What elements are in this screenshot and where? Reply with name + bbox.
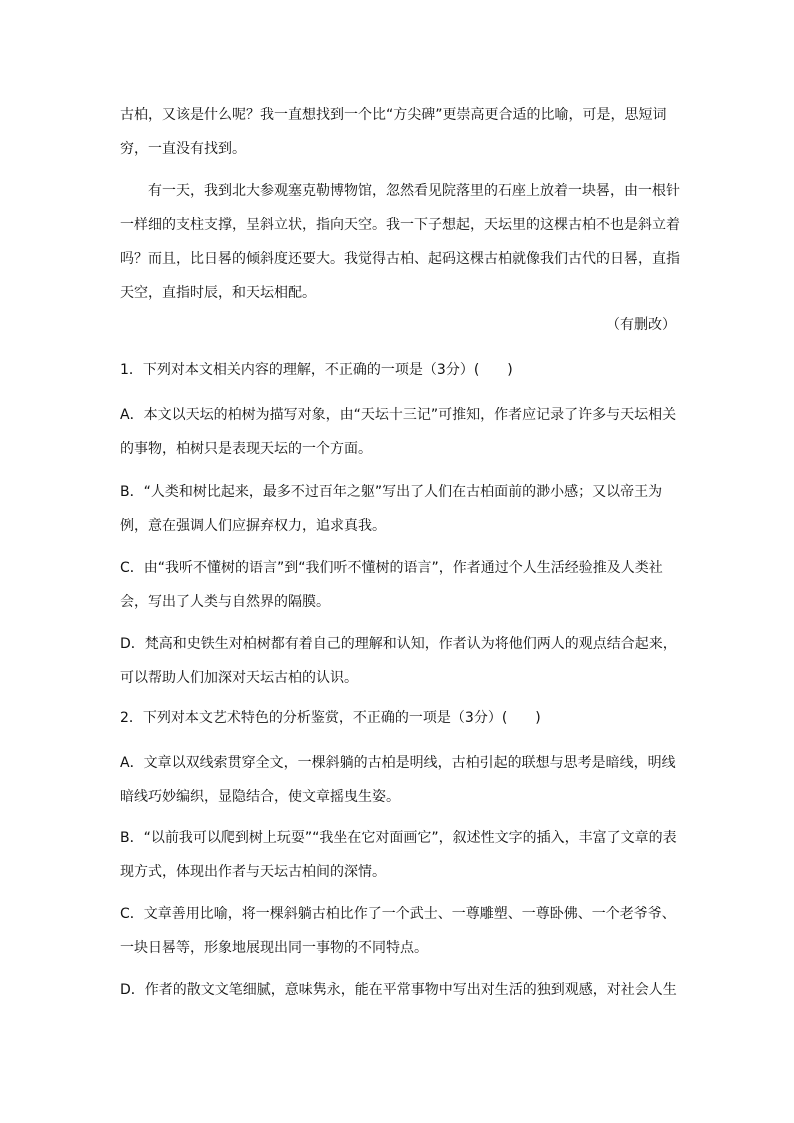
edit-note: （有删改）: [606, 317, 676, 333]
question-1-option-c: C．由“我听不懂树的语言”到“我们听不懂树的语言”，作者通过个人生活经验推及人类社会，写出了人类与自然界的隔膜。: [120, 560, 663, 610]
question-1-option-d: D．梵高和史铁生对柏树都有着自己的理解和认知，作者认为将他们两人的观点结合起来，可以帮助人们加深对天坛古柏的认识。: [120, 636, 677, 686]
question-2-stem: 2．下列对本文艺术特色的分析鉴赏，不正确的一项是（3分）( ): [120, 710, 541, 726]
question-2-option-b: B．“以前我可以爬到树上玩耍”“我坐在它对面画它”，叙述性文字的插入，丰富了文章的表现方式，体现出作者与天坛古柏间的深情。: [120, 830, 677, 880]
question-1-option-a: A．本文以天坛的柏树为描写对象，由“天坛十三记”可推知，作者应记录了许多与天坛相关的事物，柏树只是表现天坛的一个方面。: [120, 407, 677, 457]
question-2-option-c: C．文章善用比喻，将一棵斜躺古柏比作了一个武士、一尊雕塑、一尊卧佛、一个老爷爷、一块日晷等，形象地展现出同一事物的不同特点。: [120, 906, 676, 956]
passage-paragraph-2: 有一天，我到北大参观塞克勒博物馆，忽然看见院落里的石座上放着一块晷，由一根针一样细的支柱支撑，呈斜立状，指向天空。我一下子想起，天坛里的这棵古柏不也是斜立着吗？而且，比日晷的倾斜度还要大。我觉得古柏、起码这棵古柏就像我们古代的日晷，直指天空，直指时辰，和天坛相配。: [120, 183, 680, 301]
question-2-option-a: A．文章以双线索贯穿全文，一棵斜躺的古柏是明线，古柏引起的联想与思考是暗线，明线暗线巧妙编织，显隐结合，使文章摇曳生姿。: [120, 755, 676, 805]
question-2-option-d: D．作者的散文文笔细腻，意味隽永，能在平常事物中写出对生活的独到观感，对社会人生: [120, 982, 677, 998]
question-1-stem: 1．下列对本文相关内容的理解，不正确的一项是（3分）( ): [120, 362, 513, 378]
passage-paragraph-1: 古柏，又该是什么呢？我一直想找到一个比“方尖碑”更崇高更合适的比喻，可是，思短词穷，一直没有找到。: [120, 107, 667, 157]
question-1-option-b: B．“人类和树比起来，最多不过百年之躯”写出了人们在古柏面前的渺小感；又以帝王为例，意在强调人们应摒弃权力，追求真我。: [120, 484, 663, 534]
